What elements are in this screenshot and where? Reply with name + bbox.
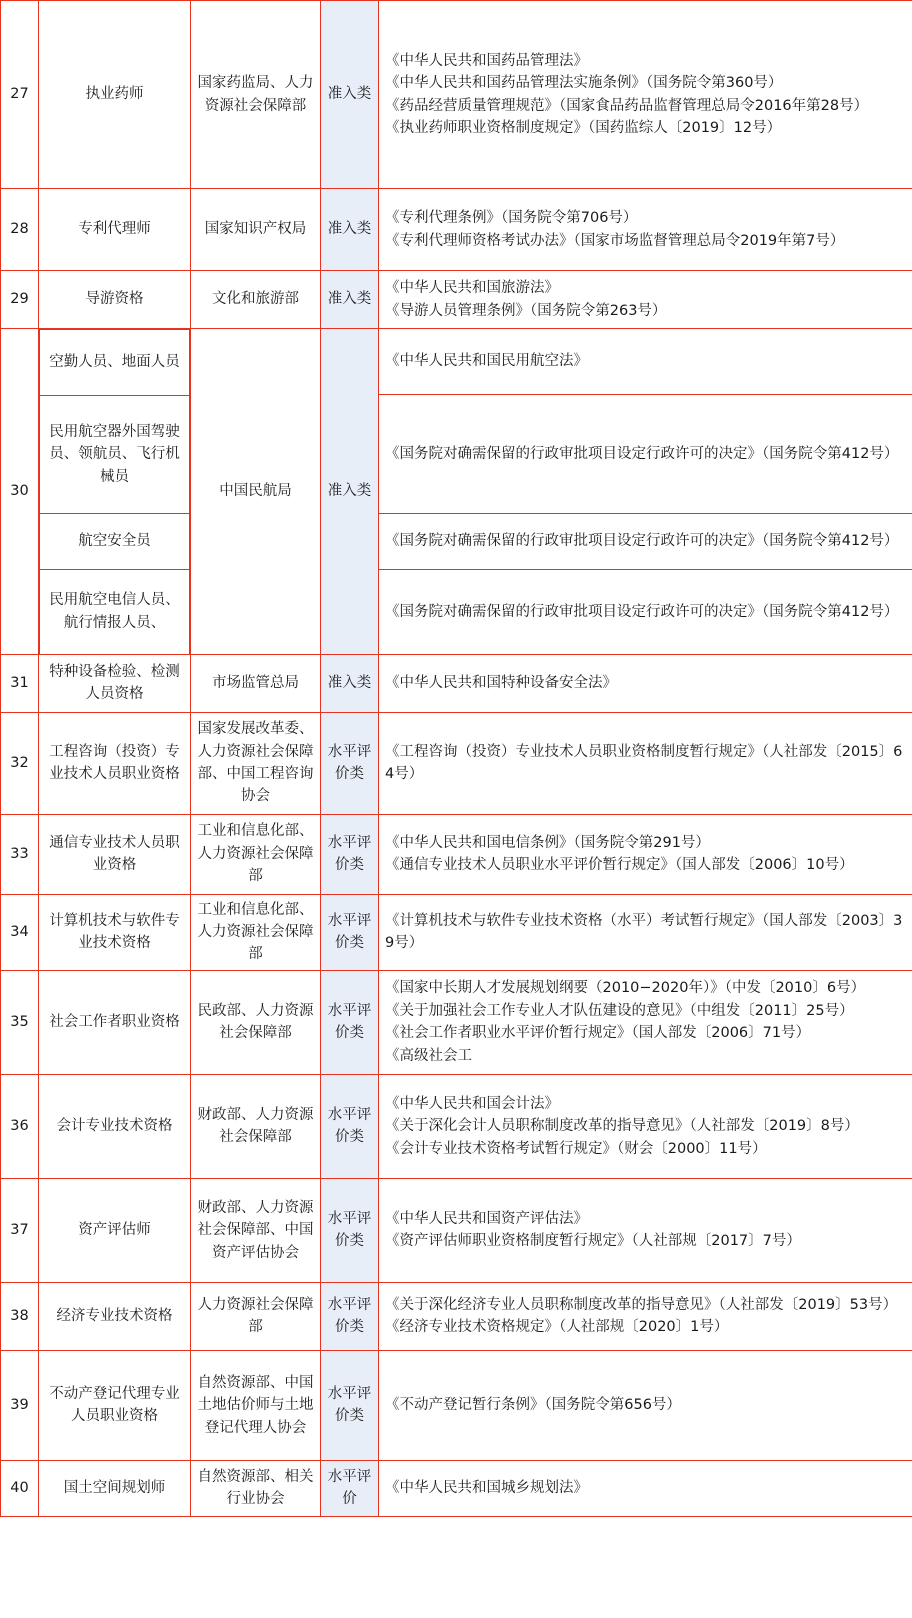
authority-department: 工业和信息化部、人力资源社会保障部 bbox=[191, 814, 321, 894]
table-row bbox=[1, 814, 912, 894]
qualification-kind: 水平评价类 bbox=[321, 1178, 379, 1282]
legal-basis bbox=[379, 1074, 912, 1178]
legal-basis: 《国务院对确需保留的行政审批项目设定行政许可的决定》（国务院令第412号） bbox=[379, 513, 912, 569]
legal-basis-line: 《中华人民共和国旅游法》 bbox=[385, 280, 559, 297]
legal-basis-line: 《会计专业技术资格考试暂行规定》（财会〔2000〕11号） bbox=[385, 1140, 767, 1157]
qualification-name: 通信专业技术人员职业资格 bbox=[39, 814, 191, 894]
legal-basis: 《中华人民共和国特种设备安全法》 bbox=[379, 654, 912, 712]
sub-name-table bbox=[39, 329, 190, 654]
table-row bbox=[1, 1074, 912, 1178]
legal-basis-line: 《资产评估师职业资格制度暂行规定》（人社部规〔2017〕7号） bbox=[385, 1233, 801, 1250]
row-number: 27 bbox=[1, 1, 39, 189]
table-row bbox=[1, 1350, 912, 1460]
qualification-kind: 水平评价类 bbox=[321, 1074, 379, 1178]
legal-basis-line: 《中华人民共和国会计法》 bbox=[385, 1095, 559, 1112]
row-number: 37 bbox=[1, 1178, 39, 1282]
legal-basis-line: 《中华人民共和国资产评估法》 bbox=[385, 1210, 588, 1227]
table-row bbox=[1, 1282, 912, 1350]
legal-basis bbox=[379, 894, 912, 970]
row-number: 40 bbox=[1, 1460, 39, 1516]
authority-department: 中国民航局 bbox=[191, 329, 321, 655]
legal-basis-line: 《中华人民共和国电信条例》（国务院令第291号） bbox=[385, 834, 710, 851]
legal-basis-line: 《国家中长期人才发展规划纲要（2010−2020年）》（中发〔2010〕6号） bbox=[385, 980, 866, 997]
qualification-name: 专利代理师 bbox=[39, 189, 191, 271]
authority-department: 财政部、人力资源社会保障部 bbox=[191, 1074, 321, 1178]
qualification-kind: 水平评价 bbox=[321, 1460, 379, 1516]
legal-basis-line: 《专利代理师资格考试办法》（国家市场监督管理总局令2019年第7号） bbox=[385, 232, 845, 249]
row-number: 36 bbox=[1, 1074, 39, 1178]
qualification-name: 国土空间规划师 bbox=[39, 1460, 191, 1516]
legal-basis-line: 《关于深化经济专业人员职称制度改革的指导意见》（人社部发〔2019〕53号） bbox=[385, 1296, 898, 1313]
authority-department: 财政部、人力资源社会保障部、中国资产评估协会 bbox=[191, 1178, 321, 1282]
table-row bbox=[1, 271, 912, 329]
row-number: 38 bbox=[1, 1282, 39, 1350]
qualification-kind: 水平评价类 bbox=[321, 814, 379, 894]
qualification-kind: 水平评价类 bbox=[321, 970, 379, 1074]
legal-basis-line: 《导游人员管理条例》（国务院令第263号） bbox=[385, 302, 667, 319]
row-number: 39 bbox=[1, 1350, 39, 1460]
qualification-name: 特种设备检验、检测人员资格 bbox=[39, 654, 191, 712]
row-number: 32 bbox=[1, 712, 39, 814]
legal-basis: 《中华人民共和国城乡规划法》 bbox=[379, 1460, 912, 1516]
sub-qualification-name: 空勤人员、地面人员 bbox=[40, 330, 190, 396]
qualification-kind: 准入类 bbox=[321, 1, 379, 189]
table-row-highlighted bbox=[1, 712, 912, 814]
authority-department: 市场监管总局 bbox=[191, 654, 321, 712]
row-number: 34 bbox=[1, 894, 39, 970]
qualification-name: 执业药师 bbox=[39, 1, 191, 189]
qualification-name: 导游资格 bbox=[39, 271, 191, 329]
table-row bbox=[1, 329, 912, 395]
table-row bbox=[1, 894, 912, 970]
legal-basis bbox=[379, 712, 912, 814]
authority-department: 文化和旅游部 bbox=[191, 271, 321, 329]
sub-qualification-name: 航空安全员 bbox=[40, 514, 190, 570]
authority-department: 民政部、人力资源社会保障部 bbox=[191, 970, 321, 1074]
authority-department: 国家药监局、人力资源社会保障部 bbox=[191, 1, 321, 189]
qualification-name: 工程咨询（投资）专业技术人员职业资格 bbox=[39, 712, 191, 814]
qualification-kind: 准入类 bbox=[321, 329, 379, 655]
qualification-name: 社会工作者职业资格 bbox=[39, 970, 191, 1074]
sub-qualification-name: 民用航空电信人员、航行情报人员、 bbox=[40, 570, 190, 654]
legal-basis bbox=[379, 1178, 912, 1282]
authority-department: 自然资源部、中国土地估价师与土地登记代理人协会 bbox=[191, 1350, 321, 1460]
legal-basis-line: 《关于深化会计人员职称制度改革的指导意见》（人社部发〔2019〕8号） bbox=[385, 1118, 859, 1135]
legal-basis bbox=[379, 970, 912, 1074]
qualification-name-group bbox=[39, 329, 191, 655]
legal-basis: 《不动产登记暂行条例》（国务院令第656号） bbox=[379, 1350, 912, 1460]
row-number: 28 bbox=[1, 189, 39, 271]
authority-department: 国家知识产权局 bbox=[191, 189, 321, 271]
qualification-kind: 水平评价类 bbox=[321, 1282, 379, 1350]
qualification-kind: 水平评价类 bbox=[321, 1350, 379, 1460]
authority-department: 自然资源部、相关行业协会 bbox=[191, 1460, 321, 1516]
qualification-kind: 准入类 bbox=[321, 271, 379, 329]
legal-basis-line: 《执业药师职业资格制度规定》（国药监综人〔2019〕12号） bbox=[385, 119, 782, 136]
legal-basis-line: 《经济专业技术资格规定》（人社部规〔2020〕1号） bbox=[385, 1319, 729, 1336]
legal-basis-line: 《高级社会工 bbox=[385, 1047, 472, 1064]
legal-basis: 《中华人民共和国民用航空法》 bbox=[379, 329, 912, 395]
legal-basis bbox=[379, 1282, 912, 1350]
qualification-name: 资产评估师 bbox=[39, 1178, 191, 1282]
legal-basis: 《国务院对确需保留的行政审批项目设定行政许可的决定》（国务院令第412号） bbox=[379, 395, 912, 514]
qualification-kind: 水平评价类 bbox=[321, 712, 379, 814]
table-row bbox=[1, 1460, 912, 1516]
legal-basis-line: 《社会工作者职业水平评价暂行规定》（国人部发〔2006〕71号） bbox=[385, 1025, 811, 1042]
legal-basis-line: 《中华人民共和国药品管理法实施条例》（国务院令第360号） bbox=[385, 75, 783, 92]
legal-basis bbox=[379, 1, 912, 189]
authority-department: 工业和信息化部、人力资源社会保障部 bbox=[191, 894, 321, 970]
legal-basis bbox=[379, 189, 912, 271]
authority-department: 国家发展改革委、人力资源社会保障部、中国工程咨询协会 bbox=[191, 712, 321, 814]
qualification-kind: 准入类 bbox=[321, 654, 379, 712]
legal-basis bbox=[379, 814, 912, 894]
table-row bbox=[1, 970, 912, 1074]
sub-qualification-name: 民用航空器外国驾驶员、领航员、飞行机械员 bbox=[40, 396, 190, 514]
legal-basis-line: 《药品经营质量管理规范》（国家食品药品监督管理总局令2016年第28号） bbox=[385, 97, 869, 114]
table-row bbox=[1, 1, 912, 189]
legal-basis bbox=[379, 271, 912, 329]
legal-basis-line: 《中华人民共和国药品管理法》 bbox=[385, 52, 588, 69]
qualification-kind: 准入类 bbox=[321, 189, 379, 271]
table-row bbox=[1, 1178, 912, 1282]
qualification-name: 会计专业技术资格 bbox=[39, 1074, 191, 1178]
row-number: 35 bbox=[1, 970, 39, 1074]
row-number: 33 bbox=[1, 814, 39, 894]
legal-basis-line: 《计算机技术与软件专业技术资格（水平）考试暂行规定》（国人部发〔2003〕39号） bbox=[385, 912, 903, 952]
row-number: 29 bbox=[1, 271, 39, 329]
legal-basis: 《国务院对确需保留的行政审批项目设定行政许可的决定》（国务院令第412号） bbox=[379, 570, 912, 654]
legal-basis-line: 《关于加强社会工作专业人才队伍建设的意见》（中组发〔2011〕25号） bbox=[385, 1002, 854, 1019]
qualification-name: 不动产登记代理专业人员职业资格 bbox=[39, 1350, 191, 1460]
table-row bbox=[1, 654, 912, 712]
qualification-name: 经济专业技术资格 bbox=[39, 1282, 191, 1350]
table-row bbox=[1, 189, 912, 271]
authority-department: 人力资源社会保障部 bbox=[191, 1282, 321, 1350]
legal-basis-line: 《工程咨询（投资）专业技术人员职业资格制度暂行规定》（人社部发〔2015〕64号） bbox=[385, 743, 903, 782]
qualification-kind: 水平评价类 bbox=[321, 894, 379, 970]
qualification-name: 计算机技术与软件专业技术资格 bbox=[39, 894, 191, 970]
row-number: 31 bbox=[1, 654, 39, 712]
legal-basis-line: 《专利代理条例》（国务院令第706号） bbox=[385, 210, 638, 227]
row-number: 30 bbox=[1, 329, 39, 655]
legal-basis-line: 《通信专业技术人员职业水平评价暂行规定》（国人部发〔2006〕10号） bbox=[385, 857, 854, 873]
